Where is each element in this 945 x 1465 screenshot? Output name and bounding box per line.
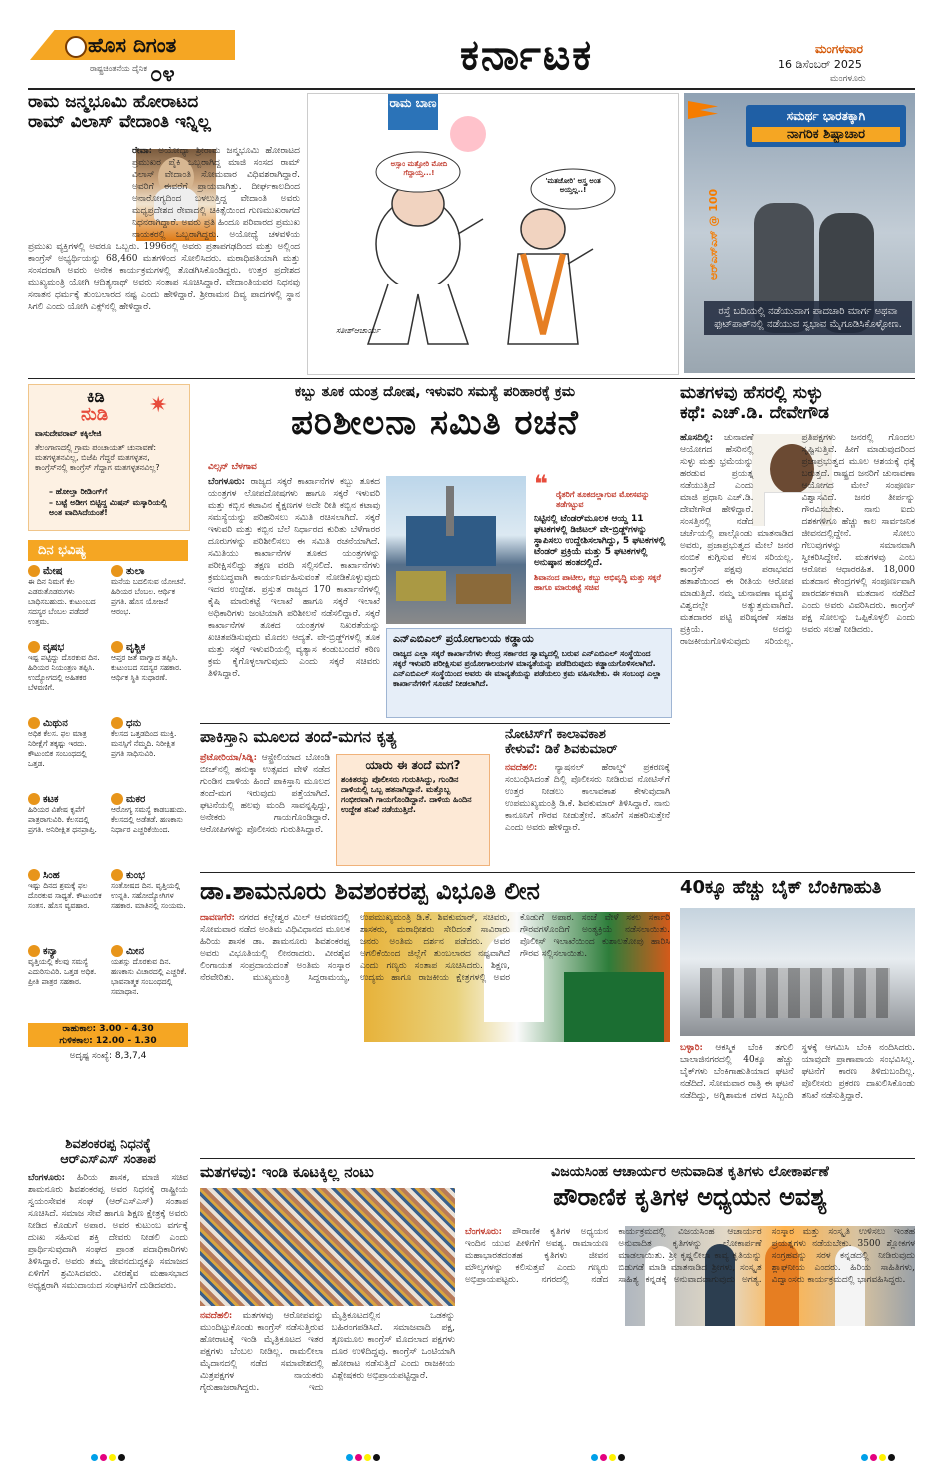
- zodiac-icon: [28, 793, 40, 805]
- dateline: ನವದೆಹಲಿ:: [505, 762, 538, 773]
- sign-name: ಕುಂಭ: [126, 870, 145, 881]
- lucky-number: ಅದೃಷ್ಟ ಸಂಖ್ಯೆ: 8,3,7,4: [69, 1051, 147, 1061]
- logo-tagline: ರಾಷ್ಟ್ರಚಿಂತನೆಯ ದೈನಿಕ: [90, 64, 147, 73]
- headline: 40ಕ್ಕೂ ಹೆಚ್ಚು ಬೈಕ್ ಬೆಂಕಿಗಾಹುತಿ: [680, 877, 882, 898]
- photo-burnt-bikes: [680, 908, 915, 1036]
- rule-row2: [200, 723, 670, 724]
- story-bike-fire: [680, 878, 915, 1153]
- horoscope-title: ದಿನ ಭವಿಷ್ಯ: [28, 540, 188, 561]
- zodiac-icon: [111, 793, 123, 805]
- zodiac-icon: [28, 717, 40, 729]
- sign-text: ಇಷ್ಟು ದಿನದ ಶ್ರಮಕ್ಕೆ ಫಲ ದೊರಕುವ ಸಾಧ್ಯತೆ. ಕೌಟುಂಬಿಕ ಸಂತಸ. ಹೊಸ ವ್ಯವಹಾರ.: [28, 881, 102, 910]
- zodiac-icon: [111, 717, 123, 729]
- story-body: [680, 432, 915, 867]
- nabl-title: ಎನ್‌ಎಬಿಎಲ್ ಪ್ರಯೋಗಾಲಯ ಕಡ್ಡಾಯ: [393, 632, 534, 645]
- sign-name: ಮಿಥುನ: [43, 718, 68, 729]
- sign-heading: [111, 717, 188, 729]
- cartoon-signature: ಸತೀಶ್‌ಆಚಾರ್ಯ: [336, 326, 381, 335]
- figure-left: [368, 182, 483, 344]
- headline-line2: ಕಥೆ: ಎಚ್.ಡಿ. ದೇವೇಗೌಡ: [680, 402, 830, 423]
- sign-text: ಕೆಲಸದ ಒತ್ತಡದಿಂದ ಮುಕ್ತಿ. ಮನಸ್ಸಿಗೆ ನೆಮ್ಮದಿ. ನಿರೀಕ್ಷಿತ ಪ್ರಗತಿ ಸಾಧಿಸುವಿರಿ.: [111, 729, 177, 758]
- dateline: ಬೆಂಗಳೂರು:: [28, 1172, 65, 1183]
- story-body: [465, 1226, 915, 1436]
- dateline: ರೇವಾ:: [132, 146, 152, 156]
- headline: ಪೌರಾಣಿಕ ಕೃತಿಗಳ ಅಧ್ಯಯನ ಅವಶ್ಯ: [553, 1183, 827, 1211]
- lead-kicker: ಕಬ್ಬು ತೂಕ ಯಂತ್ರ ದೋಷ, ಇಳುವರಿ ಸಮಸ್ಯೆ ಪರಿಹಾರಕ್ಕೆ ಕ್ರಮ: [294, 384, 576, 400]
- zodiac-icon: [28, 641, 40, 653]
- dateline: ನವದೆಹಲಿ:: [200, 1311, 233, 1321]
- zodiac-icon: [111, 869, 123, 881]
- ad-title-line2: ನಾಗರಿಕ ಶಿಷ್ಟಾಚಾರ: [752, 127, 900, 142]
- kidi-byline: ವಾಸುದೇವರಾವ್ ಕಕ್ಕಿಲೇಜಿ: [35, 429, 102, 438]
- headline-line1: ರಾಮ ಜನ್ಮಭೂಮಿ ಹೋರಾಟದ: [28, 92, 199, 112]
- horoscope-sign: [28, 793, 105, 865]
- story-vedanti: [28, 93, 300, 373]
- horoscope-sign: [28, 717, 105, 789]
- box-title: ಯಾರು ಈ ತಂದೆ ಮಗ?: [365, 758, 461, 772]
- story-body: [505, 762, 670, 862]
- spark-icon: ✷: [149, 393, 168, 418]
- sign-heading: [111, 565, 188, 577]
- story-pak: [200, 728, 490, 868]
- nabl-box: [386, 628, 672, 718]
- kidi-quote: ತೆಲಂಗಾಣದಲ್ಲಿ ಗ್ರಾಮ ಪಂಚಾಯತ್ ಚುನಾವಣೆ: ಮತಗಳ್ಳತನವಿಲ್ಲ, ಬಿಜೆಪಿ ಗೆದ್ದರೆ ಮತಗಳ್ಳತನ, ಕಾಂಗ್ರೆಸ್‌ನಲ್ಲಿ ಕಾಂಗ್ರೆಸ್ ಗೆದ್ದಾಗ ಮತಗಳ್ಳತನವಿಲ್ಲ?: [35, 443, 160, 472]
- quote-icon: ❝: [534, 470, 549, 498]
- saffron-flag-icon: [688, 101, 718, 119]
- zodiac-icon: [28, 565, 40, 577]
- lead-body: [208, 476, 380, 716]
- sign-heading: [111, 945, 188, 957]
- sign-text: ಆರೋಗ್ಯ ಸಮಸ್ಯೆ ಕಾಡಬಹುದು. ಕೆಲಸದಲ್ಲಿ ಅಡೆತಡೆ. ಹಣಕಾಸು ನಿರ್ಧಾರ ಎಚ್ಚರಿಕೆಯಿಂದ.: [111, 805, 187, 834]
- kicker: ವಿಜಯಸಿಂಹ ಆಚಾರ್ಯರ ಅನುವಾದಿತ ಕೃತಿಗಳು ಲೋಕಾರ್ಪಣೆ: [551, 1164, 829, 1180]
- story-text: ನಗರದ ಕಲ್ಲೇಶ್ವರ ಮಿಲ್ ಆವರಣದಲ್ಲಿ ಸೋಮವಾರ ನಡೆದ ಅಂತಿಮ ವಿಧಿವಿಧಾನದ ಮೂಲಕ ಹಿರಿಯ ಶಾಸಕ ಡಾ. ಶಾಮನೂರು ಶಿವಶಂಕರಪ್ಪ ಅವರು ವಿಭೂತಿಯಲ್ಲಿ ಲೀನರಾದರು. ವೀರಶೈವ ಲಿಂಗಾಯತ ಸಂಪ್ರದಾಯದಂತೆ ಅಂತಿಮ ಸಂಸ್ಕಾರ ನೆರವೇರಿತು. ಮುಖ್ಯಮಂತ್ರಿ ಸಿದ್ದರಾಮಯ್ಯ, ಉಪಮುಖ್ಯಮಂತ್ರಿ ಡಿ.ಕೆ. ಶಿವಕುಮಾರ್, ಸಚಿವರು, ಶಾಸಕರು, ಮಠಾಧೀಶರು ಸೇರಿದಂತೆ ಸಾವಿರಾರು ಜನರು ಅಂತಿಮ ದರ್ಶನ ಪಡೆದರು. ಅವರ ಅಗಲಿಕೆಯಿಂದ ಜಿಲ್ಲೆಗೆ ತುಂಬಲಾರದ ನಷ್ಟವಾಗಿದೆ ಎಂದು ಗಣ್ಯರು ಸಂತಾಪ ಸೂಚಿಸಿದರು. ಶಿಕ್ಷಣ, ಉದ್ಯಮ ಹಾಗೂ ರಾಜಕೀಯ ಕ್ಷೇತ್ರಗಳಲ್ಲಿ ಅವರ ಕೊಡುಗೆ ಅಪಾರ. ಸಂಜೆ ವೇಳೆ ಸಕಲ ಸರ್ಕಾರಿ ಗೌರವಗಳೊಂದಿಗೆ ಅಂತ್ಯಕ್ರಿಯೆ ನಡೆಸಲಾಯಿತು. ಪೊಲೀಸ್ ಇಲಾಖೆಯಿಂದ ಕುಶಾಲತೋಪು ಹಾರಿಸಿ ಗೌರವ ಸಲ್ಲಿಸಲಾಯಿತು.: [200, 913, 670, 983]
- headline-line1: ಮತಗಳವು ಹೆಸರಲ್ಲಿ ಸುಳ್ಳು: [680, 383, 823, 403]
- sign-name: ಸಿಂಹ: [43, 870, 60, 881]
- horoscope-sign: [111, 793, 188, 865]
- sign-name: ತುಲಾ: [126, 566, 145, 577]
- dateline: ದಾವಣಗೆರೆ:: [200, 913, 235, 923]
- photo-sugar-factory: [386, 476, 526, 624]
- ad-vertical-label: ಆರ್‌ಎಸ್‌ಎಸ್ @ 100: [707, 188, 720, 280]
- masthead-rule: [28, 88, 915, 90]
- registration-marks: [90, 1446, 126, 1465]
- cartoon: [307, 93, 679, 375]
- ad-title-line1: ಸಮರ್ಥ ಭಾರತಕ್ಕಾಗಿ: [786, 109, 866, 123]
- rule-row4: [200, 1158, 915, 1159]
- lead-quote: [534, 470, 669, 593]
- sign-heading: [28, 717, 105, 729]
- kidi-title-l1: ಕಿಡಿ: [87, 387, 105, 406]
- sign-heading: [111, 641, 188, 653]
- logo: [30, 30, 235, 88]
- logo-emblem-icon: [65, 36, 87, 58]
- issue-city: ಮಂಗಳೂರು: [830, 74, 866, 84]
- zodiac-icon: [28, 945, 40, 957]
- figure-right: [508, 209, 593, 344]
- page-number: ೦೪: [150, 62, 175, 87]
- kidi-nudi: [28, 384, 190, 531]
- quote-line2: ನಿಟ್ಟಿನಲ್ಲಿ ಟೆಂಡರ್‌ಮೂಲಕ ಆಯ್ದ 11 ಘಟಕಗಳಲ್ಲಿ ಡಿಜಿಟಲ್ ವೇ-ಬ್ರಿಡ್ಜ್‌ಗಳನ್ನು ಸ್ಥಾಪಿಸಲು ಉದ್ದೇಶಿಸಲಾಗಿದ್ದು, 5 ಘಟಕಗಳಲ್ಲಿ ಟೆಂಡರ್ ಪ್ರಕ್ರಿಯೆ ಮತ್ತು 5 ಘಟಕಗಳಲ್ಲಿ ಅನುಷ್ಠಾನ ಹಂತದಲ್ಲಿದೆ.: [534, 514, 666, 568]
- registration-marks: [345, 1446, 381, 1465]
- zodiac-icon: [111, 565, 123, 577]
- lead-story: [200, 384, 670, 719]
- horoscope-grid: [28, 565, 188, 1017]
- headline: ಪಾಕಿಸ್ತಾನಿ ಮೂಲದ ತಂದೆ-ಮಗನ ಕೃತ್ಯ: [200, 727, 397, 746]
- nabl-body: ರಾಜ್ಯದ ಎಲ್ಲಾ ಸಕ್ಕರೆ ಕಾರ್ಖಾನೆಗಳು ಕೇಂದ್ರ ಸರ್ಕಾರದ ಸ್ವಾಮ್ಯದಲ್ಲಿ ಬರುವ ಎನ್‌ಎಬಿಎಲ್ ಸಂಸ್ಥೆಯಿಂದ ಸಕ್ಕರೆ ಇಳುವರಿ ಪರೀಕ್ಷಿಸುವ ಪ್ರಯೋಗಾಲಯಗಳ ಮಾನ್ಯತೆಯನ್ನು ಪಡೆದಿರುವುದು ಕಡ್ಡಾಯಗೊಳಿಸಲಾಗಿದೆ. ಎನ್‌ಎಬಿಎಲ್ ಸಂಸ್ಥೆಯಿಂದ ಅವರು ಈ ಮಾನ್ಯತೆಯನ್ನು ಪಡೆಯಲು ಕ್ರಮ ವಹಿಸಬೇಕು. ಈ ಸಂಬಂಧ ಎಲ್ಲಾ ಕಾರ್ಖಾನೆಗಳಿಗೆ ಸೂಚನೆ ನೀಡಲಾಗಿದೆ.: [393, 649, 662, 688]
- sign-name: ಮೀನ: [126, 946, 144, 957]
- dateline: ಬೆಂಗಳೂರು:: [465, 1227, 502, 1237]
- sign-text: ಇಷ್ಟ ಪಟ್ಟಿದ್ದು ದೊರಕುವ ದಿನ. ಹಿರಿಯರ ನಿಯಂತ್ರಣ ತಪ್ಪಿಸಿ. ಉದ್ಯೋಗದಲ್ಲಿ ಅಹಿತಕರ ಬೆಳವಣಿಗೆ.: [28, 653, 100, 692]
- zodiac-icon: [111, 945, 123, 957]
- story-text: ಅಯೋಧ್ಯಾ ಶ್ರೀರಾಮ ಜನ್ಮಭೂಮಿ ಹೋರಾಟದ ಪ್ರಮುಖರ ಪೈಕಿ ಒಬ್ಬರಾಗಿದ್ದ ಮಾಜಿ ಸಂಸದ ರಾಮ್ ವಿಲಾಸ್ ವೇದಾಂತಿ ಸೋಮವಾರ ವಿಧಿವಶರಾಗಿದ್ದಾರೆ. ಅವರಿಗೆ ಈವರೆಗೆ ಪ್ರಾಯವಾಗಿತ್ತು. ದೀರ್ಘಕಾಲದಿಂದ ಅನಾರೋಗ್ಯದಿಂದ ಬಳಲುತ್ತಿದ್ದ ವೇದಾಂತಿ ಅವರು ಮಧ್ಯಪ್ರದೇಶದ ರೇವಾದಲ್ಲಿ ಚಿಕಿತ್ಸೆಯಿಂದ ಗುಣಮುಖರಾಗದೆ ನಿಧನರಾಗಿದ್ದಾರೆ. ಅವರು ಪ್ರತಿ ಹಿಂದೂ ಪರಿವಾರದ ಪ್ರಮುಖ ನಾಯಕರಲ್ಲಿ ಒಬ್ಬರಾಗಿದ್ದರು. ಅಯೋಧ್ಯೆ ಚಳವಳಿಯ ಪ್ರಮುಖ ವ್ಯಕ್ತಿಗಳಲ್ಲಿ ಅವರೂ ಒಬ್ಬರು. 1996ರಲ್ಲಿ ಅವರು ಪ್ರತಾಪಗಢದಿಂದ ಮತ್ತು ಅಲ್ಲಿಂದ ಕಾಂಗ್ರೆಸ್ ಅಭ್ಯರ್ಥಿಯನ್ನು 68,460 ಮತಗಳಿಂದ ಸೋಲಿಸಿದರು. ಮಠಾಧಿಪತಿಯಾಗಿ ಮತ್ತು ಸಂಸದರಾಗಿ ಅವರು ಅನೇಕ ಕಾರ್ಯಕ್ರಮಗಳಲ್ಲಿ ತೊಡಗಿಸಿಕೊಂಡಿದ್ದರು. ಉತ್ತರ ಪ್ರದೇಶದ ಮುಖ್ಯಮಂತ್ರಿ ಯೋಗಿ ಆದಿತ್ಯನಾಥ್ ಅವರು ಸಂತಾಪ ಸೂಚಿಸಿದ್ದಾರೆ. ವೇದಾಂತಿಯವರ ನಿಧನವು ಸನಾತನ ಧರ್ಮಕ್ಕೆ ತುಂಬಲಾರದ ನಷ್ಟ ಎಂದು ಹೇಳಿದ್ದಾರೆ. ಶ್ರೀರಾಮನ ದಿವ್ಯ ಪಾದಗಳಲ್ಲಿ ಸ್ಥಾನ ಸಿಗಲಿ ಎಂದು ಯೋಗಿ ಎಕ್ಸ್‌ನಲ್ಲಿ ಹೇಳಿದ್ದಾರೆ.: [28, 146, 300, 312]
- sign-heading: [111, 793, 188, 805]
- story-text: ಹಿರಿಯ ಶಾಸಕ, ಮಾಜಿ ಸಚಿವ ಶಾಮನೂರು ಶಿವಶಂಕರಪ್ಪ ಅವರ ನಿಧನಕ್ಕೆ ರಾಷ್ಟ್ರೀಯ ಸ್ವಯಂಸೇವಕ ಸಂಘ (ಆರ್‌ಎಸ್‌ಎಸ್) ಸಂತಾಪ ಸೂಚಿಸಿದೆ. ಸಮಾಜ ಸೇವೆ ಹಾಗೂ ಶಿಕ್ಷಣ ಕ್ಷೇತ್ರಕ್ಕೆ ಅವರು ನೀಡಿದ ಕೊಡುಗೆ ಅಪಾರ. ಅವರ ಕುಟುಂಬ ವರ್ಗಕ್ಕೆ ದುಃಖ ಸಹಿಸುವ ಶಕ್ತಿ ದೇವರು ನೀಡಲಿ ಎಂದು ಪ್ರಾರ್ಥಿಸುವುದಾಗಿ ಸಂಘದ ಪ್ರಾಂತ ಪದಾಧಿಕಾರಿಗಳು ತಿಳಿಸಿದ್ದಾರೆ. ಅವರು ತಮ್ಮ ಜೀವನದುದ್ದಕ್ಕೂ ಸಮಾಜದ ಏಳಿಗೆಗೆ ಶ್ರಮಿಸಿದವರು. ವೀರಶೈವ ಮಹಾಸಭಾದ ಅಧ್ಯಕ್ಷರಾಗಿ ಸಮುದಾಯದ ಸಂಘಟನೆಗೆ ದುಡಿದವರು.: [28, 1172, 188, 1291]
- sign-heading: [111, 869, 188, 881]
- lead-headline: ಪರಿಶೀಲನಾ ಸಮಿತಿ ರಚನೆ: [291, 403, 579, 443]
- sign-name: ವೃಷಭ: [43, 642, 65, 653]
- dateline: ಬಳ್ಳಾರಿ:: [680, 1043, 703, 1053]
- headline: [28, 1138, 188, 1168]
- story-body: [28, 145, 300, 370]
- horoscope-sign: [111, 641, 188, 713]
- dateline: ಬೆಂಗಳೂರು:: [208, 477, 245, 487]
- bubble-left: ಅಸ್ಸಾಂ ಮತ್ತೋರಿ ಮೋದಿ ಗೆದ್ದಾಯ್ತ...!: [390, 160, 448, 177]
- story-body: [200, 752, 330, 864]
- sign-heading: [28, 945, 105, 957]
- horoscope-sign: [111, 565, 188, 637]
- rule-row3: [200, 872, 915, 873]
- story-indi: [200, 1164, 455, 1439]
- story-body: [680, 1042, 915, 1152]
- photo-rally: [200, 1188, 455, 1306]
- logo-text: ಹೊಸ ದಿಗಂತ: [88, 33, 177, 57]
- kidi-reply-2: – ಬಟ್ಟೆ ಅಡೀಗ ಬಿಟ್ಟಿದ್ದ ಮಿಷನ್ ಮಸ್ಕಾರಿಯಲ್ಲಿ ಅಂತ ವಾದಿಸಿದೆಯಂತೆ!: [49, 498, 167, 517]
- horoscope: [28, 540, 188, 1125]
- kidi-title-l2: ನುಡಿ: [81, 404, 109, 425]
- sign-name: ಧನು: [126, 718, 142, 729]
- horoscope-sign: [111, 945, 188, 1017]
- rahu-kala: ರಾಹುಕಾಲ: 3.00 - 4.30: [28, 1023, 188, 1035]
- horoscope-sign: [28, 945, 105, 1017]
- story-text: ಆಸ್ಟ್ರೇಲಿಯಾದ ಬೋಂಡಿ ಬೀಚ್‌ನಲ್ಲಿ ಹನುಕ್ಕಾ ಉತ್ಸವದ ವೇಳೆ ನಡೆದ ಗುಂಡಿನ ದಾಳಿಯ ಹಿಂದೆ ಪಾಕಿಸ್ತಾನಿ ಮೂಲದ ತಂದೆ-ಮಗ ಇರುವುದು ಪತ್ತೆಯಾಗಿದೆ. ಘಟನೆಯಲ್ಲಿ ಹಲವು ಮಂದಿ ಸಾವನ್ನಪ್ಪಿದ್ದು, ಅನೇಕರು ಗಾಯಗೊಂಡಿದ್ದಾರೆ. ಆರೋಪಿಗಳನ್ನು ಪೊಲೀಸರು ಗುರುತಿಸಿದ್ದಾರೆ.: [200, 753, 330, 835]
- dateline: ಹೊಸದಿಲ್ಲಿ:: [680, 433, 714, 443]
- issue-day: ಮಂಗಳವಾರ: [815, 42, 864, 56]
- headline: [28, 93, 300, 132]
- story-text: ಮತಗಳವು ಆರೋಪವನ್ನು ಮುಂದಿಟ್ಟುಕೊಂಡು ಕಾಂಗ್ರೆಸ್ ನಡೆಸುತ್ತಿರುವ ಹೋರಾಟಕ್ಕೆ ಇಂಡಿ ಮೈತ್ರಿಕೂಟದ ಇತರ ಪಕ್ಷಗಳು ಬೆಂಬಲ ನೀಡಿಲ್ಲ. ರಾಮಲೀಲಾ ಮೈದಾನದಲ್ಲಿ ನಡೆದ ಸಮಾವೇಶದಲ್ಲಿ ಮಿತ್ರಪಕ್ಷಗಳ ನಾಯಕರು ಗೈರುಹಾಜರಾಗಿದ್ದರು. ಇದು ಮೈತ್ರಿಕೂಟದಲ್ಲಿನ ಒಡಕನ್ನು ಬಹಿರಂಗಪಡಿಸಿದೆ. ಸಮಾಜವಾದಿ ಪಕ್ಷ, ತೃಣಮೂಲ ಕಾಂಗ್ರೆಸ್ ಮೊದಲಾದ ಪಕ್ಷಗಳು ದೂರ ಉಳಿದಿದ್ದವು. ಕಾಂಗ್ರೆಸ್ ಒಂಟಿಯಾಗಿ ಹೋರಾಟ ನಡೆಸುತ್ತಿದೆ ಎಂದು ರಾಜಕೀಯ ವಿಶ್ಲೇಷಕರು ಅಭಿಪ್ರಾಯಪಟ್ಟಿದ್ದಾರೆ.: [200, 1311, 455, 1393]
- story-notice: [505, 728, 670, 868]
- dateline: ಪ್ರೆಟೋರಿಯಾ/ಸಿಡ್ನಿ:: [200, 753, 257, 763]
- horoscope-sign: [111, 717, 188, 789]
- story-devegowda: [680, 384, 915, 869]
- sign-text: ಮನೆಯ ಬದಲಿಸುವ ಯೋಚನೆ. ಹಿರಿಯರ ಬೆಂಬಲ. ಆರ್ಥಿಕ ಪ್ರಗತಿ. ಹೊಸ ಯೋಜನೆ ಆರಂಭ.: [111, 577, 186, 616]
- story-text: ಚುನಾವಣೆ ಆಯೋಗದ ಹೆಸರಿನಲ್ಲಿ ಸುಳ್ಳು ಮತ್ತು ಭ್ರಮೆಯನ್ನು ಹರಡುವ ಪ್ರಯತ್ನ ನಡೆಯುತ್ತಿದೆ ಎಂದು ಮಾಜಿ ಪ್ರಧಾನಿ ಎಚ್.ಡಿ. ದೇವೇಗೌಡ ಹೇಳಿದ್ದಾರೆ. ಸಂಸತ್ತಿನಲ್ಲಿ ನಡೆದ ಚರ್ಚೆಯಲ್ಲಿ ಪಾಲ್ಗೊಂಡು ಮಾತನಾಡಿದ ಅವರು, ಪ್ರಜಾಪ್ರಭುತ್ವದ ಮೇಲೆ ಜನರ ನಂಬಿಕೆ ಕುಗ್ಗಿಸುವ ಕೆಲಸ ಸರಿಯಲ್ಲ. ಕಾಂಗ್ರೆಸ್ ಪಕ್ಷವು ಪರಾಭವದ ಹತಾಶೆಯಿಂದ ಈ ರೀತಿಯ ಆರೋಪ ಮಾಡುತ್ತಿದೆ. ನಮ್ಮ ಚುನಾವಣಾ ವ್ಯವಸ್ಥೆ ವಿಶ್ವದಲ್ಲೇ ಅತ್ಯುತ್ತಮವಾಗಿದೆ. ಮತದಾರರ ಪಟ್ಟಿ ಪರಿಷ್ಕರಣೆ ಸಹಜ ಪ್ರಕ್ರಿಯೆ. ಅದನ್ನು ರಾಜಕೀಯಗೊಳಿಸುವುದು ಸರಿಯಲ್ಲ. ಪ್ರತಿಪಕ್ಷಗಳು ಜನರಲ್ಲಿ ಗೊಂದಲ ಸೃಷ್ಟಿಸುತ್ತಿವೆ. ಹೀಗೆ ಮಾಡುವುದರಿಂದ ಪ್ರಜಾಪ್ರಭುತ್ವದ ಮೂಲ ಆಶಯಕ್ಕೆ ಧಕ್ಕೆ ಬರುತ್ತದೆ. ರಾಷ್ಟ್ರದ ಜನರಿಗೆ ಚುನಾವಣಾ ಆಯೋಗದ ಮೇಲೆ ಸಂಪೂರ್ಣ ವಿಶ್ವಾಸವಿದೆ. ಜನರ ತೀರ್ಪನ್ನು ಗೌರವಿಸಬೇಕು. ನಾನು ಐದು ದಶಕಗಳಿಗೂ ಹೆಚ್ಚು ಕಾಲ ಸಾರ್ವಜನಿಕ ಜೀವನದಲ್ಲಿದ್ದೇನೆ. ಸೋಲು ಗೆಲುವುಗಳನ್ನು ಸಮಾನವಾಗಿ ಸ್ವೀಕರಿಸಿದ್ದೇನೆ. ಮತಗಳವು ಎಂಬ ಆರೋಪ ಆಧಾರರಹಿತ. 18,000 ಮತದಾನ ಕೇಂದ್ರಗಳಲ್ಲಿ ಸಂಪೂರ್ಣವಾಗಿ ಪಾರದರ್ಶಕವಾಗಿ ಮತದಾನ ನಡೆದಿದೆ ಎಂದು ಅವರು ವಿವರಿಸಿದರು. ಕಾಂಗ್ರೆಸ್ ಪಕ್ಷ ಸೋಲನ್ನು ಒಪ್ಪಿಕೊಳ್ಳಲಿ ಎಂದು ಅವರು ಸಲಹೆ ನೀಡಿದರು.: [680, 433, 915, 647]
- headline: ಮತಗಳವು: ಇಂಡಿ ಕೂಟಕ್ಕಿಲ್ಲ ನಂಟು: [200, 1163, 374, 1181]
- headline-line1: ನೋಟಿಸ್‌ಗೆ ಕಾಲಾವಕಾಶ: [505, 727, 606, 742]
- ad-caption: ರಸ್ತೆ ಬದಿಯಲ್ಲಿ ನಡೆಯುವಾಗ ಪಾದಚಾರಿ ಮಾರ್ಗ ಅಥವಾ ಫುಟ್‌ಪಾತ್‌ನಲ್ಲಿ ನಡೆಯುವ ಸ್ವಭಾವ ಮೈಗೂಡಿಸಿಕೊಳ್ಳೋಣ.: [704, 301, 912, 335]
- headline-line2: ಆರ್‌ಎಸ್‌ಎಸ್ ಸಂತಾಪ: [60, 1151, 156, 1167]
- story-body: [200, 912, 670, 1150]
- lead-byline: ವಿಲ್ಸನ್ ಬೆಳಗಾವ: [208, 462, 257, 472]
- sign-heading: [28, 793, 105, 805]
- sign-name: ಮಕರ: [126, 794, 146, 805]
- ad-title-box: [746, 105, 906, 147]
- headline-line2: ಕೇಳುವೆ: ಡಿಕೆ ಶಿವಕುಮಾರ್: [505, 741, 618, 757]
- sign-name: ಕಟಕ: [43, 794, 59, 805]
- headline: [505, 728, 670, 758]
- sign-text: ಹಿರಿಯರ ವಿಶೇಷ ಕೃಪೆಗೆ ಪಾತ್ರರಾಗುವಿರಿ. ಕೆಲಸದಲ್ಲಿ ಪ್ರಗತಿ. ಅನಿರೀಕ್ಷಿತ ಧನಪ್ರಾಪ್ತಿ.: [28, 805, 97, 834]
- sign-text: ವೃತ್ತಿಯಲ್ಲಿ ಕೆಲವು ಸಮಸ್ಯೆ ಎದುರಿಸುವಿರಿ. ಒತ್ತಡ ಅಧಿಕ. ಪ್ರೀತಿ ಪಾತ್ರರ ಸಹಕಾರ.: [28, 957, 97, 986]
- horoscope-sign: [28, 565, 105, 637]
- horoscope-sign: [28, 869, 105, 941]
- father-son-box: [336, 754, 490, 866]
- sign-text: ಯಶಸ್ಸು ದೊರಕುವ ದಿನ. ಹಣಕಾಸು ವಿಚಾರದಲ್ಲಿ ಎಚ್ಚರಿಕೆ. ಭಾವನಾತ್ಮಕ ಸಂಬಂಧದಲ್ಲಿ ಸಮಾಧಾನ.: [111, 957, 187, 996]
- sign-text: ಈ ದಿನ ನಿಮಗೆ ಕೆಲ ಎಡರುತೊಡರುಗಳು ಬಾಧಿಸಬಹುದು. ಕುಟುಂಬದ ಸದಸ್ಯರ ಬೆಂಬಲ ಪಡೆದರೆ ಉತ್ತಮ.: [28, 577, 96, 626]
- story-shamanur: [200, 878, 670, 1153]
- quote-attribution: ಶಿವಾನಂದ ಪಾಟೀಲ, ಕಬ್ಬು ಅಭಿವೃದ್ಧಿ ಮತ್ತು ಸಕ್ಕರೆ ಹಾಗೂ ಮಾರುಕಟ್ಟೆ ಸಚಿವ: [534, 573, 661, 592]
- sign-name: ವೃಶ್ಚಿಕ: [126, 642, 146, 653]
- story-text: ರಾಜ್ಯದ ಸಕ್ಕರೆ ಕಾರ್ಖಾನೆಗಳ ಕಬ್ಬು ತೂಕದ ಯಂತ್ರಗಳ ಲೋಪದೋಷಗಳು ಹಾಗೂ ಸಕ್ಕರೆ ಇಳುವರಿ ಮತ್ತು ಕಬ್ಬಿನ ಕಟಾವಿನ ಕೈಕ್ಷಣಗಳ ಅದೇ ರೀತಿ ಕಬ್ಬಿನ ಕಟಾವು ಸಮಸ್ಯೆಯನ್ನು ಪರಿಹರಿಸಲು ಸಮಿತಿ ರಚಿಸಲಾಗಿದೆ. ಸಕ್ಕರೆ ಇಳುವರಿ ಮತ್ತು ಕಬ್ಬಿನ ಬೆಲೆ ನಿರ್ಧಾರದ ಕುರಿತು ಬೆಳೆಗಾರರ ದೂರುಗಳನ್ನು ಪರಿಶೀಲಿಸಲು ಈ ಸಮಿತಿ ರಚನೆಯಾಗಿದೆ. ಸಮಿತಿಯು ಕಾರ್ಖಾನೆಗಳ ತೂಕದ ಯಂತ್ರಗಳನ್ನು ಪರೀಕ್ಷಿಸಲಿದ್ದು ತಕ್ಷಣ ವರದಿ ಸಲ್ಲಿಸಲಿದೆ. ಕಾರ್ಖಾನೆಗಳು ಕ್ರಮಬದ್ಧವಾಗಿ ಕಾರ್ಯನಿರ್ವಹಿಸುವಂತೆ ನೋಡಿಕೊಳ್ಳುವುದು ಇದರ ಉದ್ದೇಶ. ಪ್ರಸ್ತುತ ರಾಜ್ಯದ 170 ಕಾರ್ಖಾನೆಗಳಲ್ಲಿ ಕೈಷಿ ಮಾರುಕಟ್ಟೆ ಇಲಾಖೆ ಹಾಗೂ ಸಕ್ಕರೆ ಇಲಾಖೆ ಅಧಿಕಾರಿಗಳು ಜಂಟಿಯಾಗಿ ಪರಿಶೀಲನೆ ನಡೆಸಲಿದ್ದಾರೆ. ಸಕ್ಕರೆ ಕಾರ್ಖಾನೆಗಳ ತೂಕದ ಯಂತ್ರಗಳ ನಿಖರತೆಯನ್ನು ಖಚಿತಪಡಿಸುವುದು ಮೊದಲ ಆದ್ಯತೆ. ವೇ-ಬ್ರಿಡ್ಜ್‌ಗಳಲ್ಲಿ ತೂಕ ಮತ್ತು ಸಕ್ಕರೆ ಇಳುವರಿಯಲ್ಲಿ ವ್ಯತ್ಯಾಸ ಕಂಡುಬಂದರೆ ಕಠಿಣ ಕ್ರಮ ಕೈಗೊಳ್ಳಲಾಗುವುದು ಎಂದು ಸಕ್ಕರೆ ಸಚಿವರು ತಿಳಿಸಿದ್ದಾರೆ.: [208, 477, 380, 679]
- headline-line1: ಶಿವಶಂಕರಪ್ಪ ನಿಧನಕ್ಕೆ: [65, 1137, 151, 1152]
- sign-heading: [28, 641, 105, 653]
- cartoon-label: ರಾಮ ಬಾಣ: [388, 94, 438, 130]
- gulika-kala: ಗುಳಿಕಕಾಲ: 12.00 - 1.30: [28, 1035, 188, 1047]
- headline-line2: ರಾಮ್ ವಿಲಾಸ್ ವೇದಾಂತಿ ಇನ್ನಿಲ್ಲ: [28, 111, 211, 132]
- sign-heading: [28, 565, 105, 577]
- sign-text: ಸಂತೋಷದ ದಿನ. ವೃತ್ತಿಯಲ್ಲಿ ಉನ್ನತಿ. ಸಹೋದ್ಯೋಗಿಗಳ ಸಹಕಾರ. ಮಾತಿನಲ್ಲಿ ಸಂಯಮ.: [111, 881, 186, 910]
- story-text: ಪೌರಾಣಿಕ ಕೃತಿಗಳ ಅಧ್ಯಯನ ಇಂದಿನ ಯುವ ಪೀಳಿಗೆಗೆ ಅವಶ್ಯ. ರಾಮಾಯಣ ಮಹಾಭಾರತದಂತಹ ಕೃತಿಗಳು ಜೀವನ ಮೌಲ್ಯಗಳನ್ನು ಕಲಿಸುತ್ತವೆ ಎಂದು ಗಣ್ಯರು ಅಭಿಪ್ರಾಯಪಟ್ಟರು. ನಗರದಲ್ಲಿ ನಡೆದ ಕಾರ್ಯಕ್ರಮದಲ್ಲಿ ವಿಜಯಸಿಂಹ ಆಚಾರ್ಯರ ಅನುವಾದಿತ ಕೃತಿಗಳನ್ನು ಲೋಕಾರ್ಪಣೆ ಮಾಡಲಾಯಿತು. ಶ್ರೀ ಕೃಷ್ಣಲೀಲಾ ಕಾವ್ಯ ಕೃತಿಯನ್ನು ಬಿಡುಗಡೆ ಮಾಡಿ ಮಾತನಾಡಿದ ಶ್ರೀಗಳು, ಸಂಸ್ಕೃತ ಸಾಹಿತ್ಯ ಕನ್ನಡಕ್ಕೆ ಅನುವಾದವಾಗುವುದು ಅಗತ್ಯ. ಸಂಸ್ಕಾರ ಮತ್ತು ಸಂಸ್ಕೃತಿ ಉಳಿಸಲು ಇಂತಹ ಪ್ರಯತ್ನಗಳು ನಡೆಯಬೇಕು. 3500 ಶ್ಲೋಕಗಳ ಸಂಗ್ರಹವನ್ನು ಸರಳ ಕನ್ನಡದಲ್ಲಿ ನೀಡಿರುವುದು ಶ್ಲಾಘನೀಯ ಎಂದರು. ಹಿರಿಯ ಸಾಹಿತಿಗಳು, ವಿದ್ವಾಂಸರು ಕಾರ್ಯಕ್ರಮದಲ್ಲಿ ಭಾಗವಹಿಸಿದ್ದರು.: [465, 1227, 915, 1285]
- story-text: ಆಕಸ್ಮಿಕ ಬೆಂಕಿ ತಗುಲಿ ಬಾಲಾಜಿನಗರದಲ್ಲಿ 40ಕ್ಕೂ ಹೆಚ್ಚು ಬೈಕ್‌ಗಳು ಬೆಂಕಿಗಾಹುತಿಯಾದ ಘಟನೆ ನಡೆದಿದೆ. ಸೋಮವಾರ ರಾತ್ರಿ ಈ ಘಟನೆ ನಡೆದಿದ್ದು, ಅಗ್ನಿಶಾಮಕ ದಳದ ಸಿಬ್ಬಂದಿ ಸ್ಥಳಕ್ಕೆ ಆಗಮಿಸಿ ಬೆಂಕಿ ನಂದಿಸಿದರು. ಯಾವುದೇ ಪ್ರಾಣಾಪಾಯ ಸಂಭವಿಸಿಲ್ಲ. ಘಟನೆಗೆ ಕಾರಣ ತಿಳಿದುಬಂದಿಲ್ಲ. ಪೊಲೀಸರು ಪ್ರಕರಣ ದಾಖಲಿಸಿಕೊಂಡು ತನಿಖೆ ನಡೆಸುತ್ತಿದ್ದಾರೆ.: [680, 1043, 915, 1101]
- story-body: [28, 1172, 188, 1434]
- story-rss: [28, 1138, 188, 1438]
- sign-text: ಆಪ್ತರ ಜತೆ ವಾಗ್ವಾದ ತಪ್ಪಿಸಿ. ಕುಟುಂಬದ ಸದಸ್ಯರ ಸಹಕಾರ. ಆರ್ಥಿಕ ಸ್ಥಿತಿ ಸುಧಾರಣೆ.: [111, 653, 182, 682]
- zodiac-icon: [111, 641, 123, 653]
- headline: [680, 384, 915, 423]
- story-body: [200, 1310, 455, 1438]
- section-title: ಕರ್ನಾಟಕ: [460, 30, 594, 79]
- sign-heading: [28, 869, 105, 881]
- kidi-reply-1: – ಹೋಲ್ತಾ ರೀಡಿಂಗ್‌ಗೆ: [49, 487, 108, 496]
- registration-marks: [590, 1446, 626, 1465]
- sign-text: ಅಧಿಕ ಕೆಲಸ. ಫಲ ಮಾತ್ರ ನಿರೀಕ್ಷೆಗೆ ತಕ್ಕಷ್ಟು ಇರದು. ಕೌಟುಂಬಿಕ ಸಂಬಂಧದಲ್ಲಿ ಒತ್ತಡ.: [28, 729, 87, 768]
- registration-marks: [860, 1446, 896, 1465]
- zodiac-icon: [28, 869, 40, 881]
- box-body: ಶಂಕಿತರನ್ನು ಪೊಲೀಸರು ಗುರುತಿಸಿದ್ದು, ಗುಂಡಿನ ದಾಳಿಯಲ್ಲಿ ಒಬ್ಬ ಹತನಾಗಿದ್ದಾನೆ. ಮತ್ತೊಬ್ಬ ಗಂಭೀರವಾಗಿ ಗಾಯಗೊಂಡಿದ್ದಾನೆ. ದಾಳಿಯ ಹಿಂದಿನ ಉದ್ದೇಶ ತನಿಖೆ ನಡೆಯುತ್ತಿದೆ.: [341, 775, 472, 814]
- ad-rss: [684, 93, 915, 373]
- quote-line1: ರೈತರಿಗೆ ತೂಕದಲ್ಲಾಗುವ ಮೋಸವನ್ನು ತಡೆಗಟ್ಟುವ: [556, 490, 650, 509]
- sign-name: ಮೇಷ: [43, 566, 63, 577]
- sign-name: ಕನ್ಯಾ: [43, 946, 58, 957]
- issue-date: 16 ಡಿಸೆಂಬರ್ 2025: [778, 58, 862, 71]
- bubble-right: 'ಮತಚೋರಿ' ಅಸ್ತ್ರ ಅಂತ ಅಯ್ತಲ್ಲ..!: [545, 177, 601, 194]
- horoscope-sign: [28, 641, 105, 713]
- masthead: [0, 0, 945, 90]
- story-text: ನ್ಯಾಷನಲ್ ಹೆರಾಲ್ಡ್ ಪ್ರಕರಣಕ್ಕೆ ಸಂಬಂಧಿಸಿದಂತೆ ದಿಲ್ಲಿ ಪೊಲೀಸರು ನೀಡಿರುವ ನೋಟಿಸ್‌ಗೆ ಉತ್ತರ ನೀಡಲು ಕಾಲಾವಕಾಶ ಕೇಳುವುದಾಗಿ ಉಪಮುಖ್ಯಮಂತ್ರಿ ಡಿ.ಕೆ. ಶಿವಕುಮಾರ್ ತಿಳಿಸಿದ್ದಾರೆ. ನಾನು ಕಾನೂನಿಗೆ ಗೌರವ ನೀಡುತ್ತೇನೆ. ತನಿಖೆಗೆ ಸಹಕರಿಸುತ್ತೇನೆ ಎಂದು ಅವರು ಹೇಳಿದ್ದಾರೆ.: [505, 762, 670, 833]
- headline: ಡಾ.ಶಾಮನೂರು ಶಿವಶಂಕರಪ್ಪ ವಿಭೂತಿ ಲೀನ: [200, 877, 540, 905]
- rule-row1: [28, 378, 915, 379]
- story-vijayasimha: [465, 1164, 915, 1439]
- horoscope-sign: [111, 869, 188, 941]
